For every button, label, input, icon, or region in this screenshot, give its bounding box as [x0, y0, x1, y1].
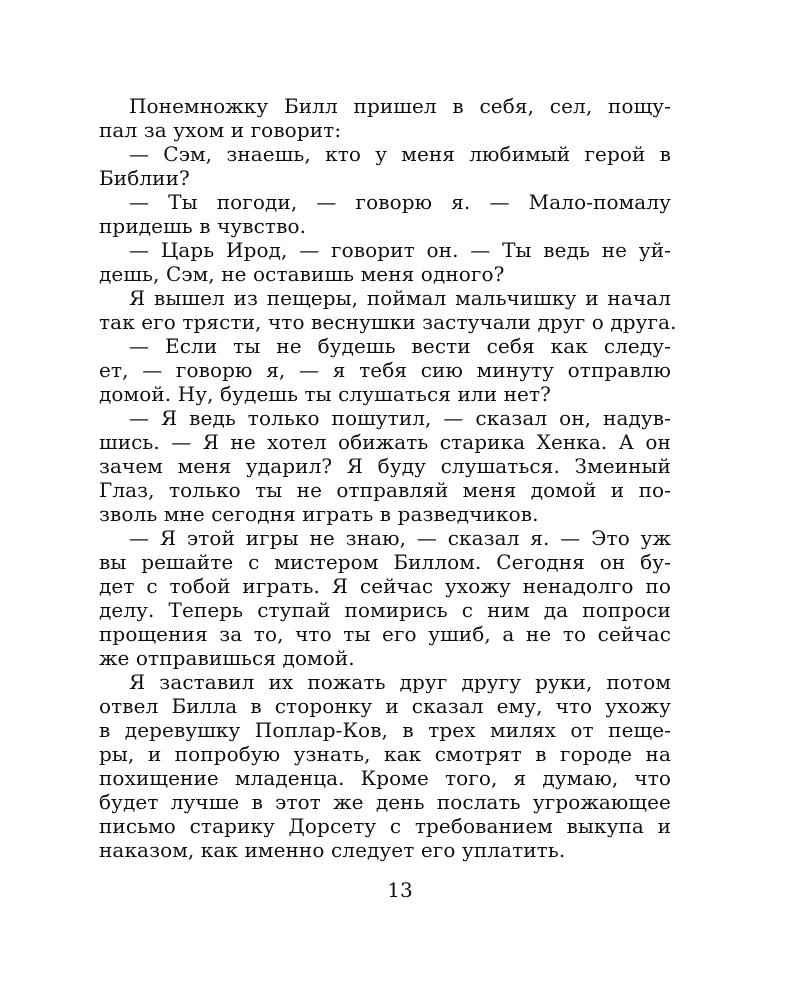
text-line: письмо старику Дорсету с требованием выкупа и [99, 814, 671, 838]
text-line: — Сэм, знаешь, кто у меня любимый герой в [129, 142, 671, 166]
text-line: шись. — Я не хотел обижать старика Хенка. А он [99, 430, 671, 454]
text-line: в деревушку Поплар-Ков, в трех милях от пеще- [99, 718, 671, 742]
text-line: прощения за то, что ты его ушиб, а не то сейчас [99, 622, 671, 646]
text-line: ет, — говорю я, — я тебя сию минуту отправлю [99, 358, 671, 382]
text-line: же отправишься домой. [99, 646, 355, 670]
text-line: Глаз, только ты не отправляй меня домой и по- [99, 478, 671, 502]
text-line: ры, и попробую узнать, как смотрят в городе на [99, 742, 671, 766]
text-line: так его трясти, что веснушки застучали друг о друга. [99, 310, 677, 334]
text-line: Я вышел из пещеры, поймал мальчишку и начал [129, 286, 671, 310]
text-line: вы решайте с мистером Биллом. Сегодня он бу- [99, 550, 671, 574]
text-line: будет лучше в этот же день послать угрожающее [99, 790, 671, 814]
text-line: — Я ведь только пошутил, — сказал он, надув- [129, 406, 671, 430]
page-number: 13 [387, 878, 413, 902]
text-line: пал за ухом и говорит: [99, 118, 342, 142]
text-line: — Если ты не будешь вести себя как следу- [129, 334, 671, 358]
text-line: Я заставил их пожать друг другу руки, потом [129, 670, 671, 694]
text-line: дешь, Сэм, не оставишь меня одного? [99, 262, 505, 286]
text-line: наказом, как именно следует его уплатить. [99, 838, 566, 862]
text-line: Библии? [99, 166, 190, 190]
body-text [99, 94, 677, 862]
text-line: — Я этой игры не знаю, — сказал я. — Это уж [129, 526, 671, 550]
text-line: придешь в чувство. [99, 214, 307, 238]
text-line: зволь мне сегодня играть в разведчиков. [99, 502, 539, 526]
text-line: — Ты погоди, — говорю я. — Мало-помалу [129, 190, 671, 214]
text-line: похищение младенца. Кроме того, я думаю, что [99, 766, 671, 790]
text-line: отвел Билла в сторонку и сказал ему, что ухожу [99, 694, 671, 718]
text-line: зачем меня ударил? Я буду слушаться. Змеиный [99, 454, 671, 478]
text-line: дет с тобой играть. Я сейчас ухожу ненадолго по [99, 574, 671, 598]
text-line: домой. Ну, будешь ты слушаться или нет? [99, 382, 551, 406]
text-line: — Царь Ирод, — говорит он. — Ты ведь не уй- [129, 238, 671, 262]
text-line: делу. Теперь ступай помирись с ним да попроси [99, 598, 671, 622]
text-line: Понемножку Билл пришел в себя, сел, пощу- [129, 94, 671, 118]
